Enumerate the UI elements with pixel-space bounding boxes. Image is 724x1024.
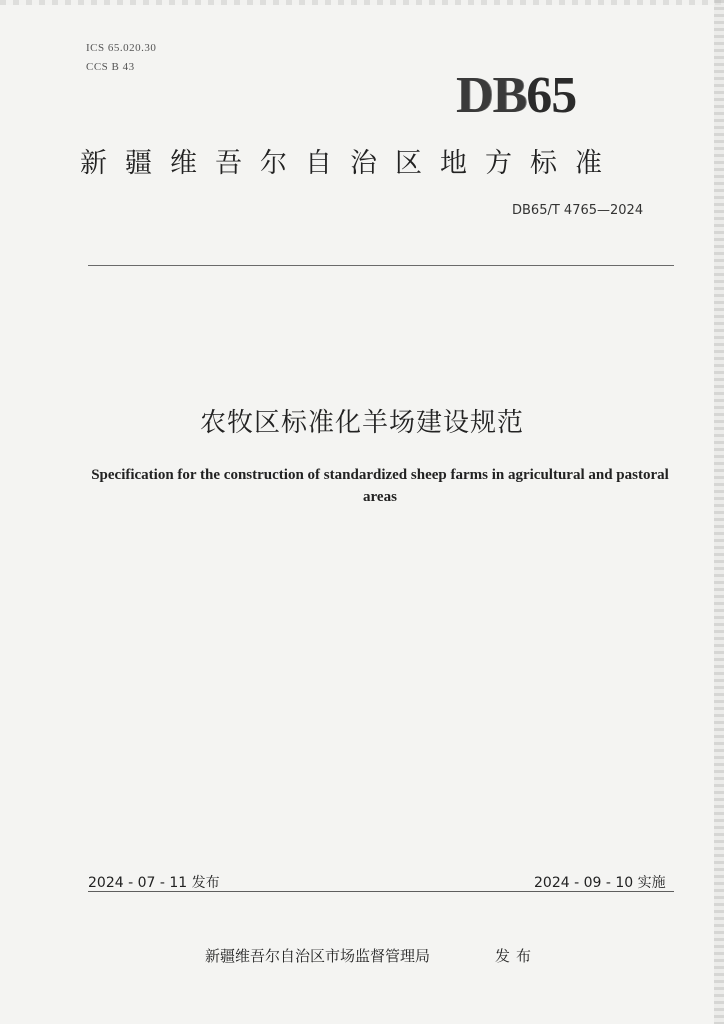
ics-code: ICS 65.020.30 xyxy=(86,42,157,54)
standard-number: DB65/T 4765—2024 xyxy=(512,203,644,218)
implement-date: 2024 - 09 - 10 实施 xyxy=(534,875,666,891)
scan-right-edge xyxy=(714,0,724,1024)
db65-logo xyxy=(456,67,577,124)
scan-top-edge xyxy=(0,0,724,5)
header-divider xyxy=(88,265,674,266)
logo-db: DB xyxy=(456,67,527,124)
issue-label: 发布 xyxy=(495,947,538,965)
issuing-authority: 新疆维吾尔自治区市场监督管理局 xyxy=(205,947,431,965)
title-english: Specification for the construction of standardized sheep farms in agricultural and pastoral areas xyxy=(91,467,669,505)
logo-number: 65 xyxy=(526,67,577,124)
standard-category: 新疆维吾尔自治区地方标准 xyxy=(80,148,620,179)
title-chinese: 农牧区标准化羊场建设规范 xyxy=(199,408,524,438)
ccs-code: CCS B 43 xyxy=(86,61,135,73)
footer-divider xyxy=(88,891,674,892)
publish-date: 2024 - 07 - 11 发布 xyxy=(88,875,220,891)
